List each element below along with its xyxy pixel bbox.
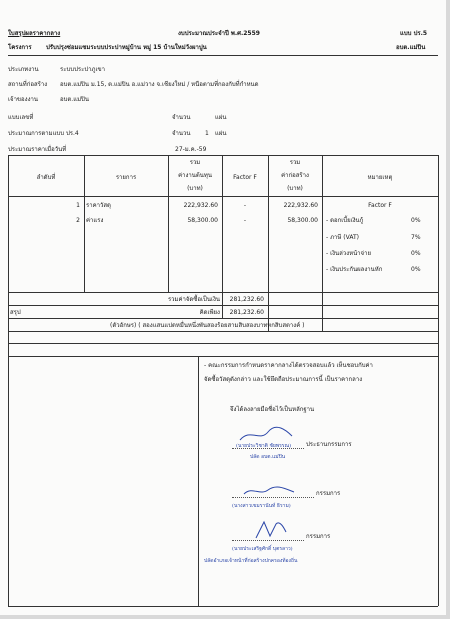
signature-member-1 — [240, 484, 300, 498]
th-no: ลำดับที่ — [36, 174, 56, 181]
member1-role: กรรมการ — [316, 490, 341, 497]
th-total-top: รวม — [289, 159, 301, 166]
row-factor: - — [243, 202, 247, 209]
plan-unit: แผ่น — [215, 114, 227, 121]
th-cost-unit: (บาท) — [187, 185, 203, 192]
th-cost-mid: ค่างานต้นทุน — [178, 172, 212, 179]
estimate-count-label: จำนวน — [172, 130, 191, 137]
row-item: ค่าแรง — [86, 217, 104, 224]
project-label: โครงการ — [8, 44, 32, 51]
row-total: 222,932.60 — [283, 202, 318, 209]
plan-count-label: จำนวน — [172, 114, 191, 121]
row-pct: 0% — [411, 217, 421, 224]
header-rule — [8, 55, 438, 56]
member2-title: ปลัดอำเภอเจ้าหน้าที่ก่อสร้างปกครองท้องถิ่น — [204, 558, 298, 564]
th-total-mid: ค่าก่อสร้าง — [281, 172, 309, 179]
location-label: สถานที่ก่อสร้าง — [8, 81, 48, 88]
row-cost: 58,300.00 — [187, 217, 218, 224]
remark-vat-pct: 7% — [411, 234, 421, 241]
row-no: 1 — [76, 202, 80, 209]
sum-value: 281,232.60 — [229, 296, 264, 303]
rounded-value: 281,232.60 — [229, 309, 264, 316]
budget-year: งบประมาณประจำปี พ.ศ.2559 — [178, 30, 260, 37]
estimate-count: 1 — [205, 130, 209, 137]
agency-value: ระบบประปาภูเขา — [60, 66, 105, 73]
member2-role: กรรมการ — [306, 533, 331, 540]
estimate-label: ประมาณการตามแบบ ปร.4 — [8, 130, 79, 137]
committee-note-2: จัดซื้อวัสดุดังกล่าว และใช้ยึดถือประมาณการนี้ เป็นราคากลาง — [204, 376, 363, 383]
date-value: 27-ม.ค.-59 — [175, 146, 207, 153]
signature-member-2 — [250, 518, 290, 542]
th-cost-top: รวม — [189, 159, 201, 166]
chair-role: ประธานกรรมการ — [306, 441, 352, 448]
th-total-unit: (บาท) — [287, 185, 303, 192]
remark-guarantee: - เงินประกันผลงานหัก — [326, 266, 383, 273]
row-total: 58,300.00 — [287, 217, 318, 224]
summary-label: สรุป — [10, 309, 21, 316]
project-name: ปรับปรุงซ่อมแซมระบบประปาหมู่บ้าน หมู่ 15 บ้านใหม่วังผาปูน — [46, 44, 207, 51]
org-name: อบต.แม่ปิน — [396, 44, 426, 51]
row-cost: 222,932.60 — [183, 202, 218, 209]
estimate-unit: แผ่น — [215, 130, 227, 137]
remark-guarantee-pct: 0% — [411, 266, 421, 273]
certify-text: จึงได้ลงลายมือชื่อไว้เป็นหลักฐาน — [230, 406, 315, 413]
rounded-label: คิดเพียง — [199, 309, 220, 316]
doc-title: ใบสรุปผลราคากลาง — [8, 30, 61, 37]
form-number: แบบ ปร.5 — [400, 30, 428, 37]
th-item: รายการ — [115, 174, 137, 181]
row-remark: - ดอกเบี้ยเงินกู้ — [326, 217, 364, 224]
chair-name: (นายประวิชาติ ชัยพรรณ) — [236, 443, 292, 449]
location-value: อบต.แม่ปิน ม.15, ต.แม่ปิน อ.แม่วาง จ.เชียงใหม่ / หนือตามที่กองกับที่กำหนด — [60, 81, 259, 88]
signature-chair — [236, 424, 296, 446]
sum-label: รวมค่าจัดซื้อเป็นเงิน — [167, 296, 220, 303]
row-factor: - — [243, 217, 247, 224]
th-factor: Factor F — [233, 174, 257, 181]
amount-in-words: (ตัวอักษร) ( สองแสนแปดหมื่นหนึ่งพันสองร้อยสามสิบสองบาทหกสิบสตางค์ ) — [110, 322, 305, 329]
remark-vat: - ภาษี (VAT) — [326, 234, 359, 241]
date-label: ประมาณราคาเมื่อวันที่ — [8, 146, 67, 153]
remark-advance-pct: 0% — [411, 250, 421, 257]
agency-label: ประเภทงาน — [8, 66, 39, 73]
owner-label: เจ้าของงาน — [8, 96, 38, 103]
remark-advance: - เงินล่วงหน้าจ่าย — [326, 250, 371, 257]
row-item: ราคาวัสดุ — [86, 202, 111, 209]
plan-label: แบบเลขที่ — [8, 114, 34, 121]
committee-note-1: - คณะกรรมการกำหนดราคากลางได้ตรวจสอบแล้ว เห็นชอบกับค่า — [204, 362, 373, 369]
chair-title: ปลัด อบต.แม่ปิน — [250, 454, 286, 460]
member2-name: (นายประเสริฐศักดิ์ บุตรลาว) — [232, 546, 293, 552]
row-no: 2 — [76, 217, 80, 224]
th-remark: หมายเหตุ — [367, 174, 393, 181]
owner-value: อบต.แม่ปิน — [60, 96, 89, 103]
member1-name: (นางสาวเขมรานันท์ ธิราม) — [232, 503, 291, 509]
row-remark: Factor F — [368, 202, 392, 209]
